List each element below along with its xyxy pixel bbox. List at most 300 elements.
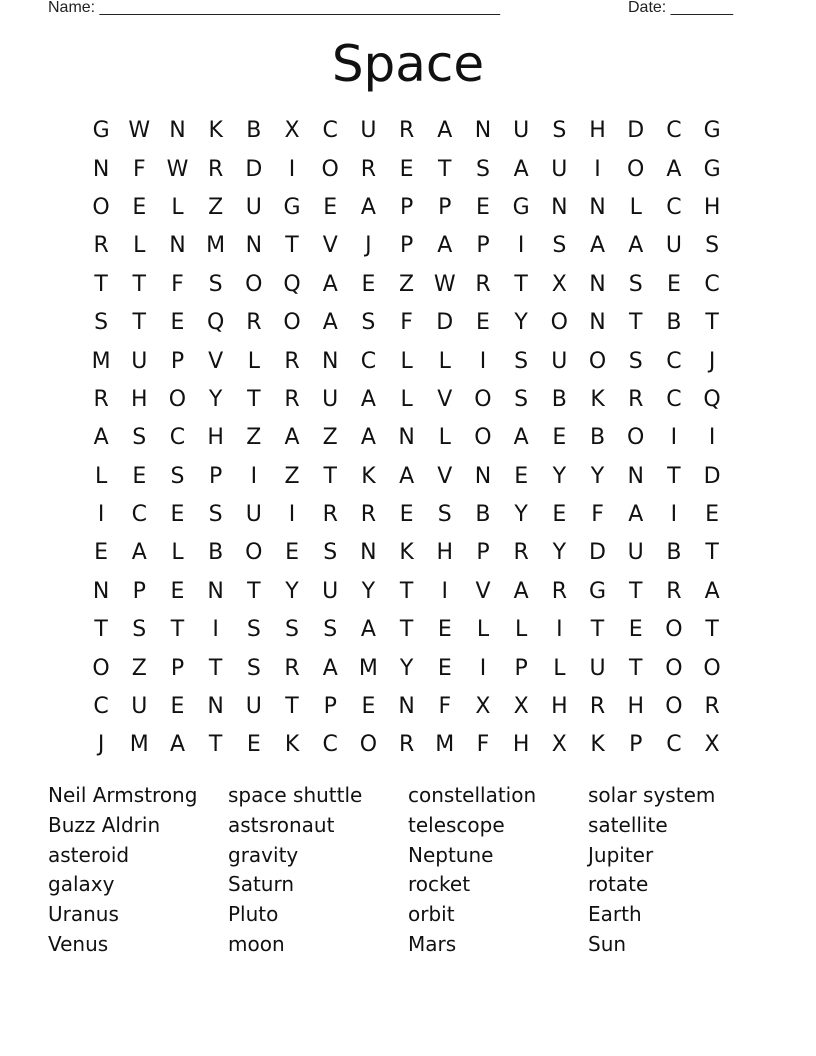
grid-letter: X bbox=[284, 118, 300, 144]
grid-letter: N bbox=[169, 233, 186, 259]
grid-letter: T bbox=[667, 463, 681, 489]
grid-letter: P bbox=[209, 463, 223, 489]
grid-letter: T bbox=[438, 156, 452, 182]
grid-letter: P bbox=[323, 694, 337, 720]
grid-letter: A bbox=[360, 425, 376, 451]
grid-letter: R bbox=[284, 655, 300, 681]
grid-letter: C bbox=[360, 348, 377, 374]
grid-letter: U bbox=[665, 233, 682, 259]
grid-letter: N bbox=[92, 578, 110, 604]
grid-letter: O bbox=[665, 694, 683, 720]
word-item: satellite bbox=[588, 812, 668, 837]
grid-letter: N bbox=[321, 348, 339, 374]
grid-letter: O bbox=[627, 156, 645, 182]
grid-letter: I bbox=[670, 425, 678, 451]
grid-letter: P bbox=[438, 194, 452, 220]
grid-letter: E bbox=[94, 540, 109, 566]
grid-letter: I bbox=[479, 348, 487, 374]
grid-letter: T bbox=[705, 617, 719, 643]
grid-letter: T bbox=[285, 233, 299, 259]
grid-letter: T bbox=[94, 271, 108, 297]
grid-letter: D bbox=[703, 463, 721, 489]
word-item: Earth bbox=[588, 902, 642, 927]
grid-row bbox=[82, 688, 732, 726]
grid-row bbox=[82, 649, 732, 687]
date-field: Date: _______ bbox=[628, 0, 733, 16]
grid-letter: T bbox=[285, 694, 299, 720]
grid-letter: S bbox=[323, 540, 338, 566]
grid-row bbox=[82, 227, 732, 265]
grid-letter: S bbox=[361, 310, 376, 336]
grid-letter: T bbox=[590, 617, 605, 643]
grid-letter: X bbox=[551, 271, 567, 297]
grid-letter: O bbox=[168, 386, 187, 412]
word-item: moon bbox=[228, 931, 285, 956]
grid-letter: T bbox=[628, 655, 643, 681]
grid-letter: X bbox=[513, 694, 529, 720]
word-column bbox=[408, 781, 588, 960]
grid-letter: L bbox=[247, 348, 260, 374]
grid-letter: H bbox=[589, 118, 606, 144]
grid-letter: L bbox=[171, 194, 184, 220]
grid-letter: A bbox=[360, 617, 376, 643]
word-item: orbit bbox=[408, 902, 455, 927]
grid-letter: H bbox=[131, 386, 148, 412]
grid-letter: C bbox=[322, 732, 338, 758]
word-item: Neptune bbox=[408, 842, 494, 867]
grid-letter: O bbox=[92, 655, 110, 681]
grid-letter: I bbox=[97, 502, 105, 528]
grid-letter: Y bbox=[514, 502, 528, 528]
grid-letter: O bbox=[550, 310, 568, 336]
grid-letter: A bbox=[628, 233, 644, 259]
grid-letter: A bbox=[360, 386, 376, 412]
grid-letter: U bbox=[589, 655, 606, 681]
grid-row bbox=[82, 458, 732, 496]
word-item: gravity bbox=[228, 842, 299, 867]
grid-letter: S bbox=[246, 655, 261, 681]
grid-letter: F bbox=[400, 310, 413, 336]
grid-letter: W bbox=[166, 156, 189, 182]
grid-letter: Q bbox=[703, 386, 721, 412]
grid-letter: J bbox=[97, 732, 105, 758]
grid-letter: E bbox=[170, 694, 185, 720]
grid-row bbox=[82, 611, 732, 649]
word-item: rotate bbox=[588, 872, 649, 897]
grid-letter: E bbox=[476, 310, 490, 336]
grid-letter: B bbox=[246, 118, 262, 144]
grid-row bbox=[82, 189, 732, 227]
word-bank bbox=[48, 781, 768, 960]
grid-letter: L bbox=[133, 233, 146, 259]
grid-letter: O bbox=[703, 655, 721, 681]
grid-letter: S bbox=[552, 118, 567, 144]
grid-letter: U bbox=[131, 694, 148, 720]
grid-letter: W bbox=[433, 271, 456, 297]
grid-letter: T bbox=[247, 578, 261, 604]
grid-letter: F bbox=[132, 156, 146, 182]
grid-letter: S bbox=[132, 617, 147, 643]
grid-letter: L bbox=[553, 655, 566, 681]
grid-letter: T bbox=[705, 540, 719, 566]
grid-letter: Y bbox=[285, 578, 299, 604]
grid-letter: E bbox=[399, 502, 414, 528]
grid-letter: E bbox=[246, 732, 261, 758]
grid-letter: O bbox=[359, 732, 378, 758]
grid-row bbox=[82, 150, 732, 188]
grid-letter: C bbox=[666, 348, 682, 374]
header-line bbox=[48, 0, 748, 20]
grid-letter: A bbox=[322, 310, 338, 336]
grid-letter: E bbox=[705, 502, 720, 528]
grid-letter: F bbox=[591, 502, 604, 528]
grid-letter: R bbox=[93, 233, 109, 259]
grid-letter: U bbox=[245, 694, 262, 720]
grid-letter: O bbox=[92, 194, 110, 220]
grid-letter: N bbox=[627, 463, 644, 489]
grid-letter: A bbox=[399, 463, 415, 489]
grid-letter: S bbox=[705, 233, 720, 259]
grid-letter: A bbox=[513, 578, 529, 604]
grid-letter: A bbox=[93, 425, 109, 451]
grid-row bbox=[82, 342, 732, 380]
grid-letter: O bbox=[665, 617, 683, 643]
grid-letter: N bbox=[589, 310, 606, 336]
grid-letter: Q bbox=[206, 310, 225, 336]
grid-letter: Z bbox=[399, 271, 415, 297]
grid-letter: E bbox=[361, 694, 376, 720]
grid-letter: T bbox=[94, 617, 108, 643]
grid-letter: A bbox=[666, 156, 682, 182]
grid-letter: O bbox=[627, 425, 645, 451]
grid-letter: C bbox=[666, 732, 682, 758]
grid-letter: E bbox=[476, 194, 490, 220]
grid-letter: E bbox=[132, 194, 147, 220]
grid-letter: I bbox=[288, 502, 296, 528]
grid-letter: O bbox=[474, 425, 492, 451]
grid-row bbox=[82, 381, 732, 419]
grid-letter: E bbox=[170, 502, 185, 528]
grid-letter: B bbox=[551, 386, 567, 412]
grid-letter: U bbox=[551, 156, 568, 182]
grid-row bbox=[82, 266, 732, 304]
grid-letter: H bbox=[627, 694, 644, 720]
grid-letter: T bbox=[514, 271, 528, 297]
grid-letter: X bbox=[475, 694, 491, 720]
grid-letter: R bbox=[398, 118, 415, 144]
grid-letter: A bbox=[360, 194, 376, 220]
grid-letter: R bbox=[666, 578, 682, 604]
grid-letter: U bbox=[131, 348, 148, 374]
grid-letter: C bbox=[93, 694, 109, 720]
grid-letter: I bbox=[708, 425, 716, 451]
grid-letter: U bbox=[513, 118, 530, 144]
grid-letter: E bbox=[666, 271, 681, 297]
grid-letter: T bbox=[323, 463, 337, 489]
grid-letter: L bbox=[476, 617, 490, 643]
grid-letter: T bbox=[208, 732, 223, 758]
grid-letter: T bbox=[132, 271, 146, 297]
grid-letter: U bbox=[551, 348, 568, 374]
grid-letter: Y bbox=[552, 540, 567, 566]
grid-letter: Y bbox=[399, 655, 414, 681]
grid-letter: S bbox=[323, 617, 338, 643]
grid-letter: L bbox=[438, 425, 451, 451]
grid-letter: Z bbox=[246, 425, 262, 451]
grid-letter: N bbox=[360, 540, 377, 566]
grid-letter: Y bbox=[361, 578, 376, 604]
grid-letter: S bbox=[628, 348, 643, 374]
grid-letter: Y bbox=[590, 463, 605, 489]
grid-letter: K bbox=[590, 732, 605, 758]
grid-letter: L bbox=[629, 194, 642, 220]
grid-letter: I bbox=[441, 578, 449, 604]
page-title: Space bbox=[331, 35, 485, 93]
grid-letter: Z bbox=[322, 425, 338, 451]
grid-letter: I bbox=[250, 463, 258, 489]
grid-letter: C bbox=[322, 118, 338, 144]
grid-letter: S bbox=[475, 156, 490, 182]
grid-letter: I bbox=[670, 502, 678, 528]
grid-letter: U bbox=[245, 194, 262, 220]
grid-letter: C bbox=[169, 425, 186, 451]
grid-letter: R bbox=[551, 578, 567, 604]
grid-letter: T bbox=[170, 617, 185, 643]
grid-letter: A bbox=[131, 540, 147, 566]
grid-letter: M bbox=[435, 732, 455, 758]
grid-letter: S bbox=[208, 271, 223, 297]
grid-letter: N bbox=[207, 694, 224, 720]
grid-letter: R bbox=[360, 502, 377, 528]
grid-letter: R bbox=[284, 386, 300, 412]
grid-letter: E bbox=[170, 578, 185, 604]
grid-letter: N bbox=[207, 578, 224, 604]
grid-letter: N bbox=[169, 118, 186, 144]
grid-letter: G bbox=[283, 194, 301, 220]
grid-letter: F bbox=[438, 694, 452, 720]
grid-letter: T bbox=[399, 617, 414, 643]
grid-letter: U bbox=[360, 118, 377, 144]
word-item: constellation bbox=[408, 783, 537, 807]
grid-row bbox=[82, 304, 732, 342]
grid-letter: L bbox=[94, 463, 108, 489]
grid-letter: N bbox=[245, 233, 263, 259]
grid-letter: N bbox=[92, 156, 110, 182]
grid-letter: A bbox=[437, 233, 453, 259]
grid-letter: P bbox=[629, 732, 643, 758]
grid-letter: I bbox=[556, 617, 563, 643]
grid-letter: Z bbox=[208, 194, 224, 220]
letter-grid bbox=[82, 112, 732, 765]
grid-letter: V bbox=[437, 386, 453, 412]
grid-letter: Z bbox=[131, 655, 147, 681]
grid-letter: M bbox=[91, 348, 111, 374]
grid-letter: W bbox=[128, 118, 151, 144]
word-item: Pluto bbox=[228, 902, 279, 927]
grid-letter: E bbox=[361, 271, 376, 297]
grid-letter: O bbox=[245, 271, 263, 297]
grid-letter: A bbox=[513, 156, 529, 182]
grid-row bbox=[82, 419, 732, 457]
grid-letter: P bbox=[476, 233, 490, 259]
grid-letter: E bbox=[170, 310, 185, 336]
grid-letter: R bbox=[93, 386, 109, 412]
grid-letter: J bbox=[365, 233, 372, 259]
grid-letter: A bbox=[437, 118, 453, 144]
grid-letter: G bbox=[92, 118, 110, 144]
grid-letter: R bbox=[246, 310, 262, 336]
grid-letter: P bbox=[399, 194, 414, 220]
grid-letter: K bbox=[590, 386, 605, 412]
grid-letter: E bbox=[437, 655, 452, 681]
grid-letter: V bbox=[322, 233, 338, 259]
grid-letter: L bbox=[171, 540, 184, 566]
grid-letter: S bbox=[246, 617, 261, 643]
grid-letter: S bbox=[628, 271, 643, 297]
word-item: galaxy bbox=[48, 872, 115, 897]
grid-letter: E bbox=[514, 463, 529, 489]
grid-letter: R bbox=[704, 694, 720, 720]
grid-letter: H bbox=[436, 540, 454, 566]
word-item: Uranus bbox=[48, 902, 119, 927]
grid-letter: G bbox=[589, 578, 607, 604]
grid-letter: I bbox=[479, 655, 487, 681]
grid-letter: T bbox=[399, 578, 414, 604]
grid-letter: U bbox=[245, 502, 262, 528]
grid-letter: N bbox=[589, 271, 606, 297]
grid-letter: B bbox=[589, 425, 606, 451]
grid-letter: P bbox=[399, 233, 414, 259]
grid-row bbox=[82, 573, 732, 611]
word-item: asteroid bbox=[48, 842, 130, 867]
grid-letter: Y bbox=[552, 463, 567, 489]
grid-letter: E bbox=[552, 502, 567, 528]
grid-letter: T bbox=[705, 310, 719, 336]
grid-letter: S bbox=[552, 233, 567, 259]
grid-letter: T bbox=[628, 310, 643, 336]
grid-letter: P bbox=[514, 655, 528, 681]
grid-letter: L bbox=[438, 348, 451, 374]
grid-letter: U bbox=[627, 540, 644, 566]
grid-letter: O bbox=[283, 310, 301, 336]
grid-letter: Y bbox=[208, 386, 223, 412]
grid-letter: P bbox=[476, 540, 490, 566]
grid-letter: K bbox=[284, 732, 300, 758]
grid-letter: R bbox=[589, 694, 606, 720]
grid-letter: S bbox=[514, 348, 529, 374]
word-column bbox=[588, 781, 768, 960]
grid-letter: H bbox=[512, 732, 530, 758]
grid-letter: A bbox=[284, 425, 300, 451]
grid-letter: Y bbox=[514, 310, 528, 336]
grid-letter: H bbox=[703, 194, 721, 220]
grid-letter: C bbox=[131, 502, 147, 528]
grid-letter: R bbox=[513, 540, 529, 566]
grid-letter: N bbox=[589, 194, 606, 220]
grid-letter: X bbox=[704, 732, 720, 758]
grid-letter: T bbox=[208, 655, 223, 681]
grid-letter: E bbox=[399, 156, 414, 182]
grid-letter: K bbox=[399, 540, 414, 566]
grid-letter: M bbox=[129, 732, 149, 758]
grid-row bbox=[82, 496, 732, 534]
grid-letter: O bbox=[245, 540, 263, 566]
word-item: Neil Armstrong bbox=[48, 783, 198, 807]
grid-letter: E bbox=[132, 463, 147, 489]
grid-letter: F bbox=[476, 732, 490, 758]
word-item: astsronaut bbox=[228, 812, 335, 837]
grid-letter: A bbox=[590, 233, 606, 259]
grid-letter: U bbox=[322, 578, 339, 604]
grid-letter: S bbox=[170, 463, 185, 489]
grid-letter: M bbox=[358, 655, 378, 681]
grid-letter: D bbox=[627, 118, 645, 144]
grid-letter: S bbox=[94, 310, 109, 336]
grid-letter: S bbox=[437, 502, 452, 528]
grid-letter: L bbox=[400, 348, 413, 374]
grid-letter: F bbox=[171, 271, 184, 297]
grid-letter: E bbox=[437, 617, 452, 643]
grid-letter: C bbox=[666, 194, 682, 220]
grid-letter: N bbox=[474, 463, 492, 489]
grid-letter: S bbox=[208, 502, 223, 528]
grid-letter: C bbox=[666, 118, 682, 144]
word-item: solar system bbox=[588, 783, 716, 807]
grid-letter: E bbox=[323, 194, 338, 220]
grid-letter: T bbox=[628, 578, 643, 604]
grid-letter: B bbox=[475, 502, 491, 528]
grid-letter: L bbox=[400, 386, 413, 412]
grid-letter: R bbox=[284, 348, 300, 374]
grid-letter: R bbox=[360, 156, 377, 182]
grid-letter: D bbox=[436, 310, 454, 336]
word-item: Mars bbox=[408, 931, 457, 956]
grid-letter: R bbox=[398, 732, 415, 758]
grid-letter: P bbox=[132, 578, 146, 604]
grid-letter: A bbox=[513, 425, 529, 451]
grid-row bbox=[82, 534, 732, 572]
grid-letter: I bbox=[212, 617, 219, 643]
grid-letter: C bbox=[704, 271, 720, 297]
grid-letter: V bbox=[208, 348, 224, 374]
grid-letter: R bbox=[208, 156, 224, 182]
grid-letter: A bbox=[322, 655, 338, 681]
grid-letter: O bbox=[474, 386, 492, 412]
word-item: Venus bbox=[48, 931, 109, 956]
grid-letter: J bbox=[708, 348, 716, 374]
word-item: Saturn bbox=[228, 872, 295, 897]
word-item: rocket bbox=[408, 872, 471, 897]
grid-letter: U bbox=[322, 386, 339, 412]
word-item: Sun bbox=[588, 931, 627, 956]
grid-letter: V bbox=[475, 578, 491, 604]
grid-letter: N bbox=[474, 118, 492, 144]
grid-letter: G bbox=[703, 156, 721, 182]
grid-letter: R bbox=[475, 271, 491, 297]
grid-letter: R bbox=[322, 502, 338, 528]
grid-letter: V bbox=[437, 463, 453, 489]
grid-letter: C bbox=[666, 386, 682, 412]
grid-letter: N bbox=[398, 694, 415, 720]
grid-letter: E bbox=[285, 540, 299, 566]
grid-letter: D bbox=[245, 156, 263, 182]
grid-letter: T bbox=[247, 386, 261, 412]
grid-letter: G bbox=[512, 194, 530, 220]
grid-row bbox=[82, 112, 732, 150]
grid-letter: S bbox=[514, 386, 529, 412]
grid-letter: K bbox=[208, 118, 223, 144]
grid-letter: B bbox=[666, 540, 682, 566]
